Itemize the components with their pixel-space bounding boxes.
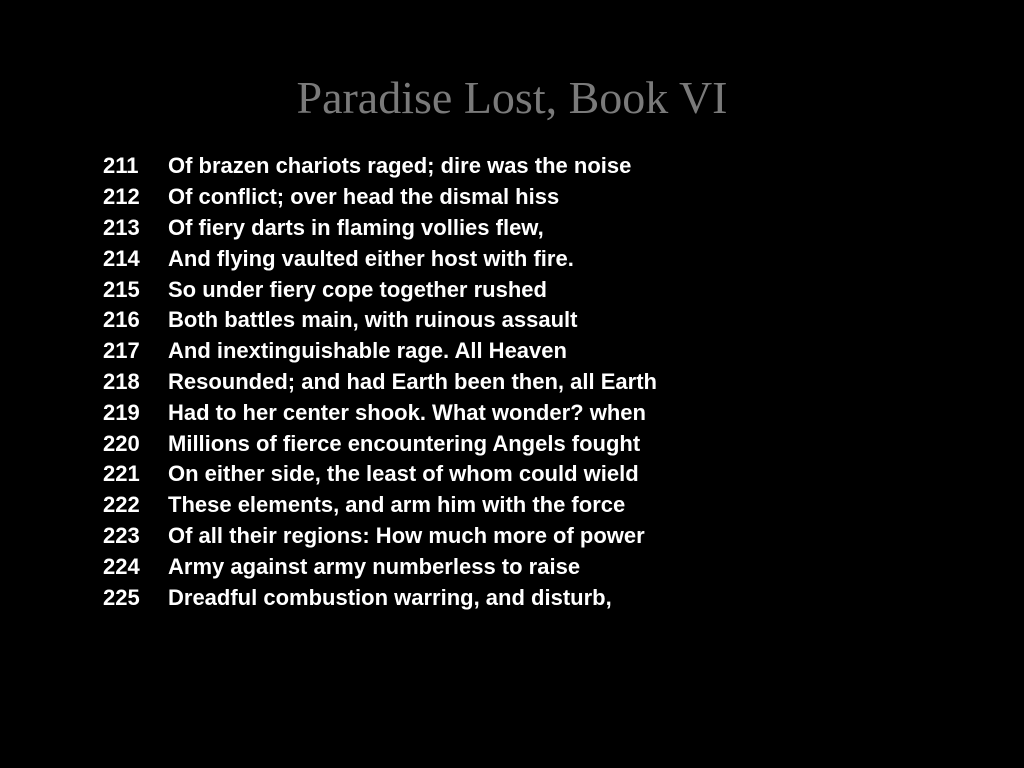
line-number: 224 xyxy=(103,553,140,579)
verse-line xyxy=(103,582,983,613)
line-number: 214 xyxy=(103,245,140,271)
line-number: 211 xyxy=(103,153,139,179)
verse-line xyxy=(103,367,983,398)
verse-line xyxy=(103,459,983,490)
slide-title: Paradise Lost, Book VI xyxy=(296,72,728,123)
verse-list xyxy=(103,151,983,613)
verse-line xyxy=(103,397,983,428)
line-text: These elements, and arm him with the force xyxy=(168,492,626,518)
line-text: And inextinguishable rage. All Heaven xyxy=(168,338,567,364)
verse-line xyxy=(103,521,983,552)
verse-line xyxy=(103,274,983,305)
verse-line xyxy=(103,428,983,459)
verse-line xyxy=(103,490,983,521)
line-number: 219 xyxy=(103,399,140,425)
line-text: Army against army numberless to raise xyxy=(168,553,581,579)
line-number: 221 xyxy=(103,461,140,487)
line-text: Millions of fierce encountering Angels fought xyxy=(168,430,641,456)
verse-line xyxy=(103,243,983,274)
line-text: On either side, the least of whom could wield xyxy=(168,461,639,487)
line-number: 216 xyxy=(103,307,140,333)
line-text: Resounded; and had Earth been then, all Earth xyxy=(168,368,657,394)
line-text: Had to her center shook. What wonder? when xyxy=(168,399,646,425)
line-number: 212 xyxy=(103,184,140,210)
line-number: 218 xyxy=(103,368,140,394)
verse-line xyxy=(103,151,983,182)
line-text: Both battles main, with ruinous assault xyxy=(168,307,578,333)
line-number: 215 xyxy=(103,276,140,302)
line-text: Of brazen chariots raged; dire was the noise xyxy=(168,153,632,179)
verse-line xyxy=(103,182,983,213)
line-number: 217 xyxy=(103,338,140,364)
line-text: And flying vaulted either host with fire. xyxy=(168,245,574,271)
verse-line xyxy=(103,305,983,336)
line-number: 213 xyxy=(103,214,140,240)
line-text: Of all their regions: How much more of power xyxy=(168,522,645,548)
line-number: 225 xyxy=(103,584,140,610)
line-text: Of conflict; over head the dismal hiss xyxy=(168,184,560,210)
line-number: 220 xyxy=(103,430,140,456)
line-text: Dreadful combustion warring, and disturb, xyxy=(168,584,612,610)
line-number: 223 xyxy=(103,522,140,548)
verse-line xyxy=(103,213,983,244)
verse-line xyxy=(103,551,983,582)
verse-line xyxy=(103,336,983,367)
line-text: So under fiery cope together rushed xyxy=(168,276,547,302)
line-text: Of fiery darts in flaming vollies flew, xyxy=(168,214,544,240)
line-number: 222 xyxy=(103,492,140,518)
